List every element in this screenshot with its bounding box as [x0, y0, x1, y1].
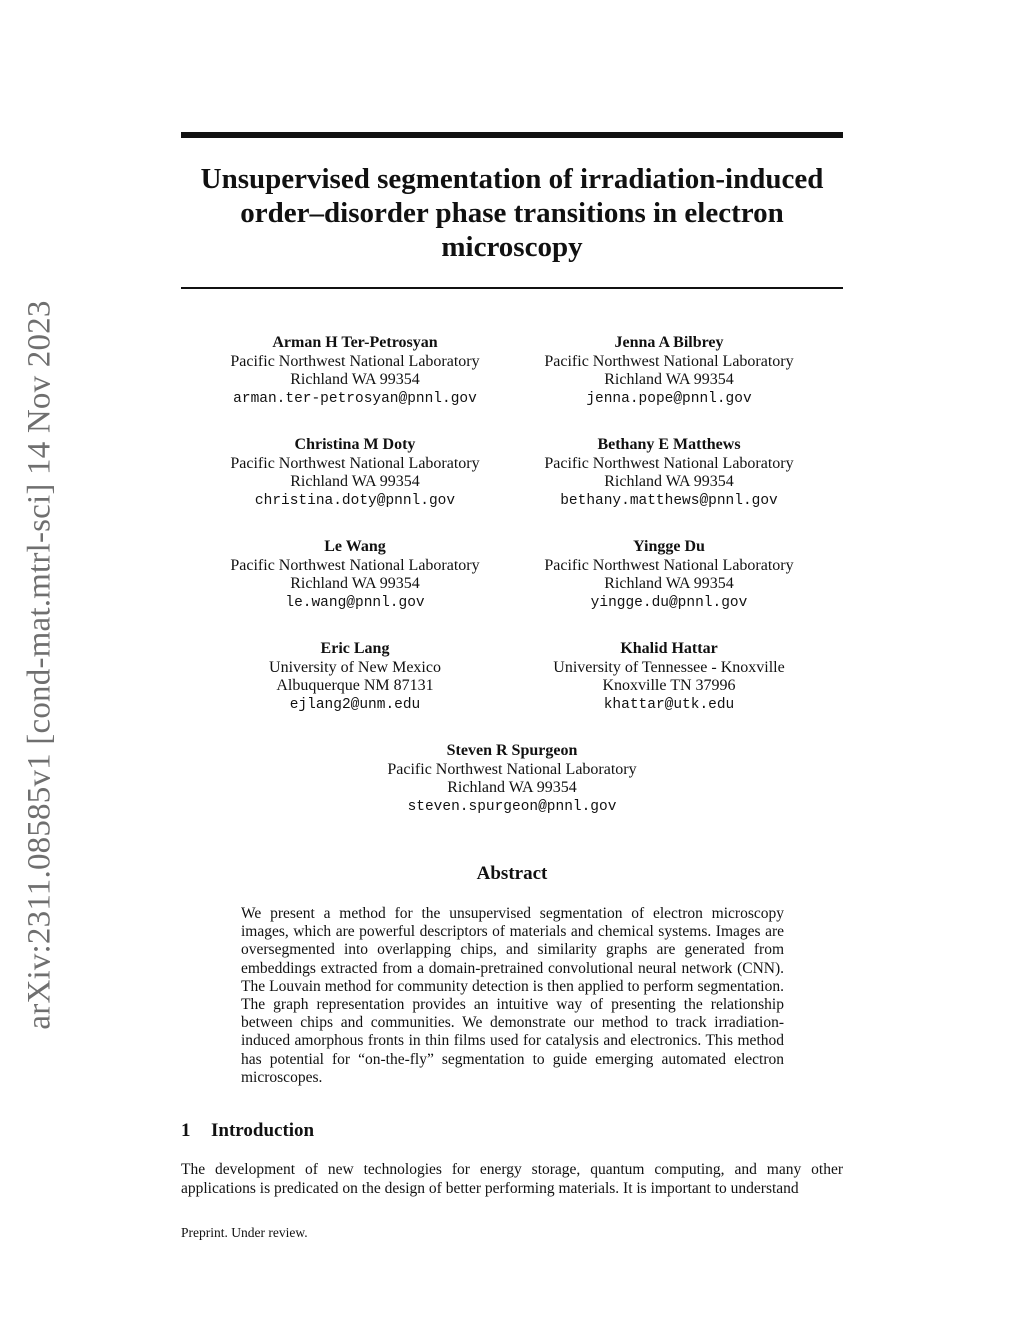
- section-title: Introduction: [211, 1120, 315, 1141]
- author-block: [185, 538, 525, 612]
- footer-note: Preprint. Under review.: [181, 1225, 308, 1240]
- author-affiliation: Pacific Northwest National Laboratory: [387, 760, 637, 778]
- title-line: Unsupervised segmentation of irradiation-induced: [200, 163, 824, 195]
- author-location: Richland WA 99354: [290, 473, 420, 490]
- paper-title: [181, 162, 843, 264]
- author-email[interactable]: yingge.du@pnnl.gov: [590, 594, 748, 611]
- title-line: microscopy: [441, 231, 583, 263]
- abstract-heading: Abstract: [476, 863, 548, 884]
- author-name: Eric Lang: [320, 640, 390, 657]
- section-heading: [181, 1120, 314, 1142]
- author-affiliation: Pacific Northwest National Laboratory: [544, 454, 794, 472]
- title-bottom-rule: [181, 287, 843, 289]
- section-number: 1: [181, 1120, 191, 1141]
- author-affiliation: Pacific Northwest National Laboratory: [230, 454, 480, 472]
- author-email[interactable]: khattar@utk.edu: [603, 696, 735, 713]
- author-email[interactable]: jenna.pope@pnnl.gov: [586, 390, 752, 407]
- author-block: [499, 334, 839, 408]
- author-name: Jenna A Bilbrey: [614, 334, 724, 351]
- author-block: [499, 640, 839, 714]
- author-location: Richland WA 99354: [604, 371, 734, 388]
- author-affiliation: Pacific Northwest National Laboratory: [544, 352, 794, 370]
- author-location: Albuquerque NM 87131: [276, 677, 434, 694]
- author-block: [185, 640, 525, 714]
- author-email[interactable]: steven.spurgeon@pnnl.gov: [407, 798, 617, 815]
- author-affiliation: Pacific Northwest National Laboratory: [230, 352, 480, 370]
- author-name: Arman H Ter-Petrosyan: [272, 334, 438, 351]
- author-location: Richland WA 99354: [604, 473, 734, 490]
- author-email[interactable]: bethany.matthews@pnnl.gov: [560, 492, 778, 509]
- author-location: Richland WA 99354: [290, 575, 420, 592]
- author-location: Richland WA 99354: [447, 779, 577, 796]
- author-affiliation: University of Tennessee - Knoxville: [553, 658, 785, 676]
- author-name: Bethany E Matthews: [597, 436, 741, 453]
- author-affiliation: Pacific Northwest National Laboratory: [544, 556, 794, 574]
- author-block: [185, 436, 525, 510]
- author-name: Steven R Spurgeon: [446, 742, 578, 759]
- author-name: Yingge Du: [633, 538, 705, 555]
- author-block: [499, 538, 839, 612]
- arxiv-stamp: arXiv:2311.08585v1 [cond-mat.mtrl-sci] 14 Nov 2023: [21, 300, 58, 1030]
- author-name: Christina M Doty: [294, 436, 416, 453]
- author-email[interactable]: christina.doty@pnnl.gov: [254, 492, 456, 509]
- introduction-text: The development of new technologies for energy storage, quantum computing, and many other applications is predicated on the design of better performing materials. It is important to understand: [181, 1161, 843, 1197]
- author-email[interactable]: arman.ter-petrosyan@pnnl.gov: [233, 390, 477, 407]
- title-top-rule: [181, 132, 843, 138]
- author-affiliation: Pacific Northwest National Laboratory: [230, 556, 480, 574]
- abstract-text: We present a method for the unsupervised segmentation of electron microscopy images, which are powerful descriptors of materials and chemical systems. Images are oversegmented into overlapping chips, and similarity graphs are generated from embeddings extracted from a domain-pretrained convolutional neural network (CNN). The Louvain method for community detection is then applied to perform segmentation. The graph representation provides an intuitive way of presenting the relationship between chips and communities. We demonstrate our method to track irradiation-induced amorphous fronts in thin films used for catalysis and electronics. This method has potential for “on-the-fly” segmentation to guide emerging automated electron microscopes.: [241, 905, 784, 1086]
- title-line: order–disorder phase transitions in electron: [240, 197, 784, 229]
- author-location: Richland WA 99354: [290, 371, 420, 388]
- author-affiliation: University of New Mexico: [269, 658, 441, 676]
- author-name: Le Wang: [324, 538, 386, 555]
- author-block: [499, 436, 839, 510]
- author-email[interactable]: ejlang2@unm.edu: [289, 696, 421, 713]
- author-location: Richland WA 99354: [604, 575, 734, 592]
- author-block: [342, 742, 682, 816]
- author-name: Khalid Hattar: [620, 640, 718, 657]
- author-block: [185, 334, 525, 408]
- author-location: Knoxville TN 37996: [602, 677, 736, 694]
- author-email[interactable]: le.wang@pnnl.gov: [285, 594, 425, 611]
